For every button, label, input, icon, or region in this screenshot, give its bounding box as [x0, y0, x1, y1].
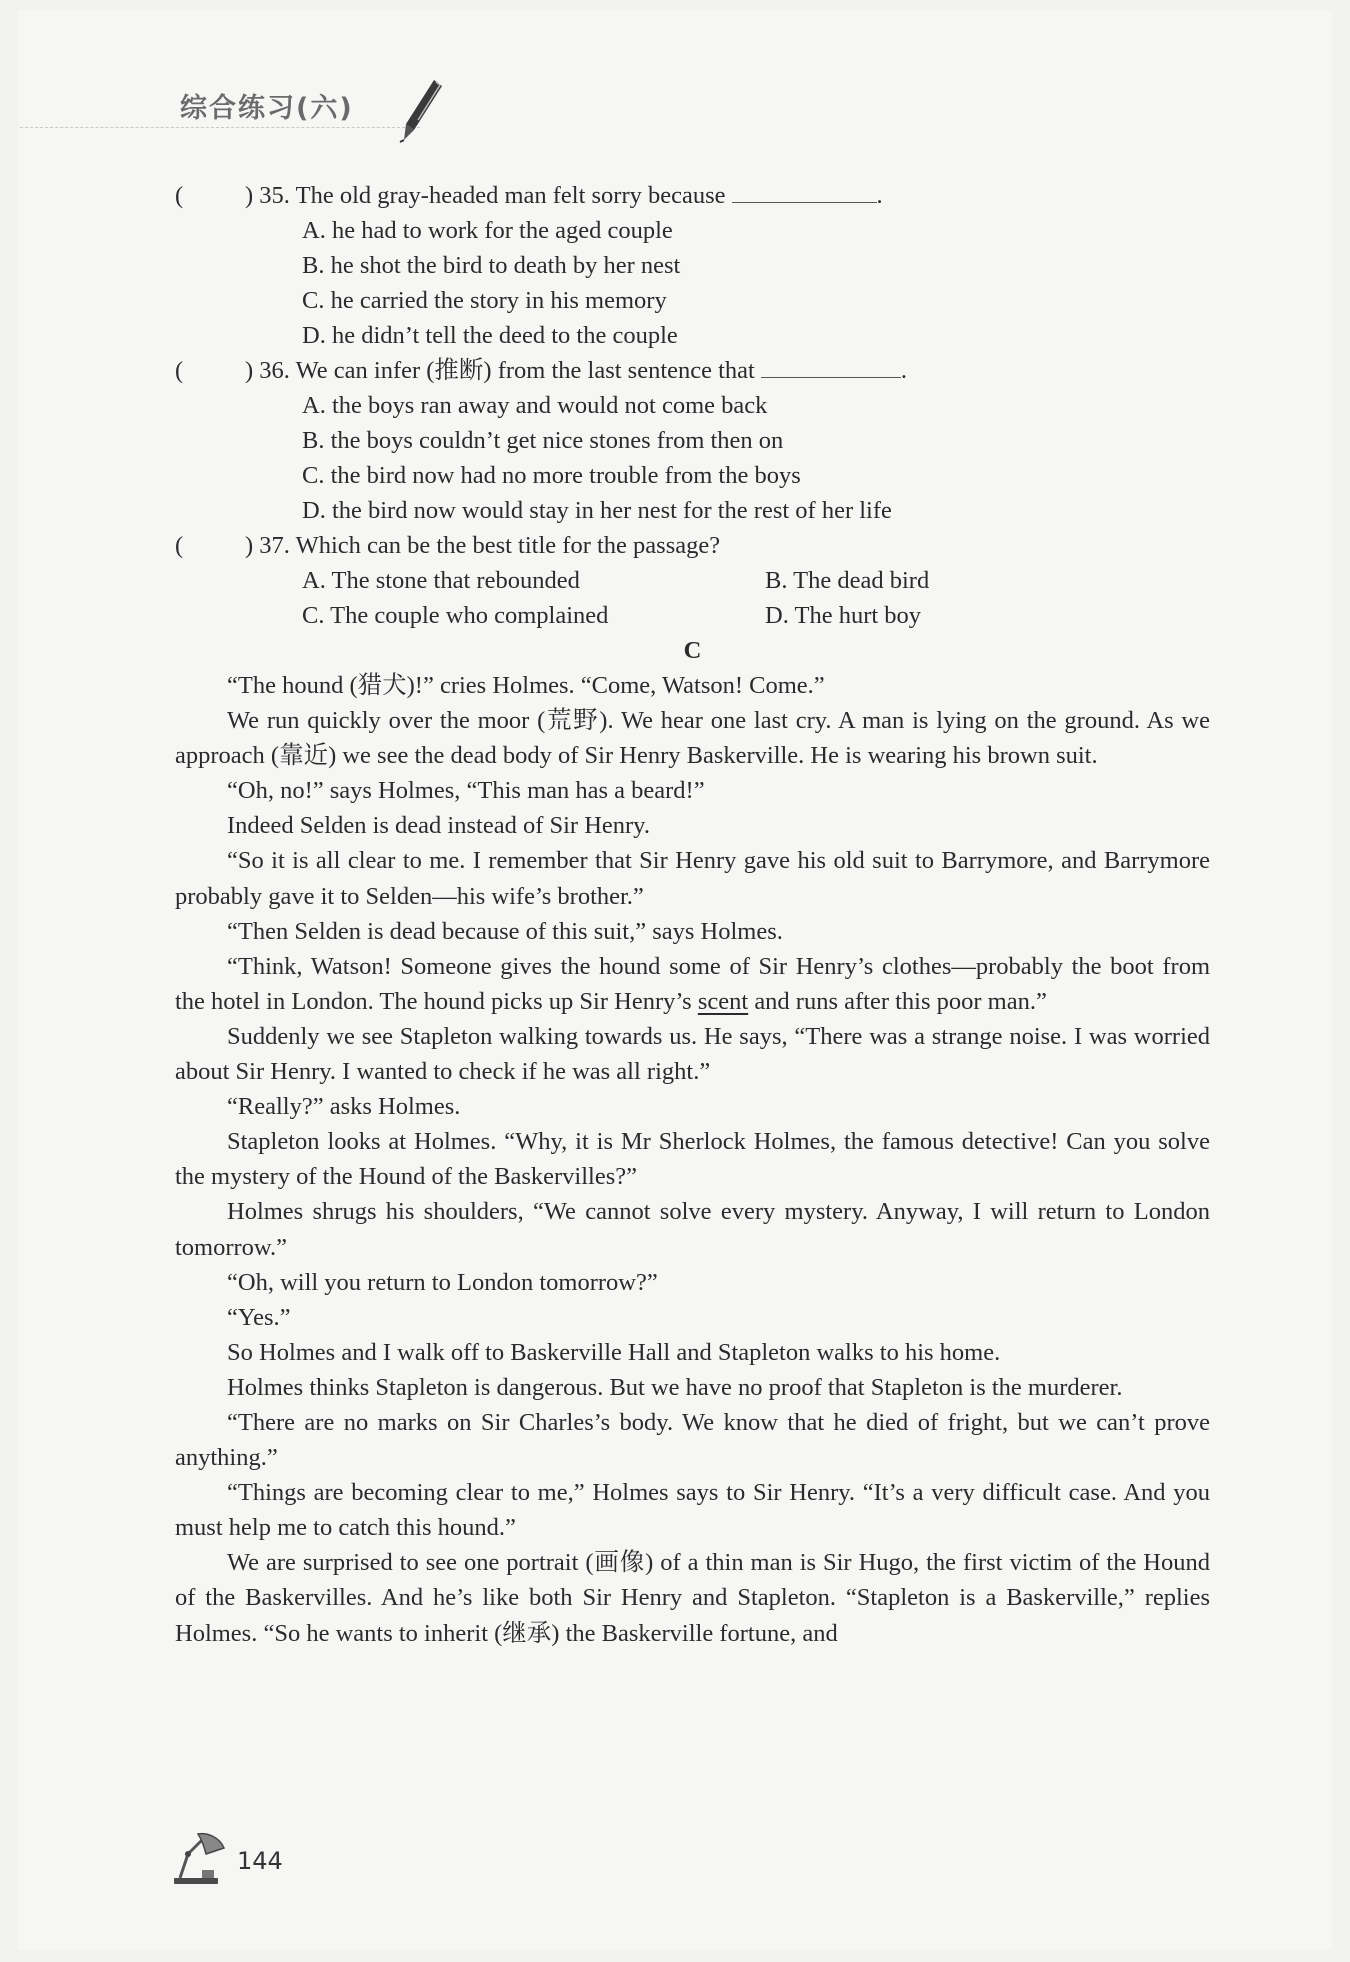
page-number: 144	[237, 1847, 283, 1875]
option: A. the boys ran away and would not come back	[302, 392, 768, 419]
question-stem: We can infer (推断) from the last sentence that	[295, 357, 755, 384]
paragraph	[175, 949, 1210, 1019]
desk-lamp-icon	[172, 1830, 228, 1886]
paragraph: “Then Selden is dead because of this suit,” says Holmes.	[227, 917, 783, 945]
question-stem: The old gray-headed man felt sorry because	[295, 182, 726, 209]
paragraph: “Oh, will you return to London tomorrow?”	[227, 1268, 658, 1296]
paragraph: “Things are becoming clear to me,” Holmes says to Sir Henry. “It’s a very difficult case. And you must help me to catch this hound.”	[175, 1479, 1210, 1542]
question-36	[175, 353, 1210, 388]
option: A. he had to work for the aged couple	[302, 217, 673, 244]
paragraph: Indeed Selden is dead instead of Sir Henry.	[227, 812, 650, 840]
question-37	[175, 528, 1210, 563]
answer-blank[interactable]	[732, 180, 877, 203]
paragraph: “There are no marks on Sir Charles’s body. We know that he died of fright, but we can’t prove anything.”	[175, 1408, 1210, 1472]
question-number: 37.	[259, 532, 290, 559]
question-end: .	[876, 182, 883, 209]
option-row	[175, 563, 1210, 598]
option-row	[175, 598, 1210, 633]
answer-paren-open[interactable]: (	[175, 532, 184, 559]
answer-paren-close: )	[245, 532, 254, 559]
paragraph: Holmes thinks Stapleton is dangerous. But we have no proof that Stapleton is the murderer.	[227, 1373, 1123, 1401]
option: C. he carried the story in his memory	[302, 287, 667, 314]
question-35	[175, 178, 1210, 213]
answer-paren-open[interactable]: (	[175, 182, 184, 209]
option: D. the bird now would stay in her nest for the rest of her life	[302, 497, 892, 524]
paragraph: “Really?” asks Holmes.	[227, 1093, 461, 1121]
paragraph: Stapleton looks at Holmes. “Why, it is Mr Sherlock Holmes, the famous detective! Can you solve the mystery of the Hound of the Baskervilles?”	[175, 1128, 1210, 1191]
option: B. the boys couldn’t get nice stones from then on	[302, 427, 784, 454]
option: C. The couple who complained	[302, 602, 609, 629]
paragraph: Suddenly we see Stapleton walking towards us. He says, “There was a strange noise. I was worried about Sir Henry. I wanted to check if he was all right.”	[175, 1022, 1210, 1086]
answer-blank[interactable]	[761, 355, 901, 378]
pen-icon	[398, 78, 444, 144]
option: C. the bird now had no more trouble from the boys	[302, 462, 801, 489]
question-end: .	[900, 357, 907, 384]
question-number: 36.	[259, 357, 290, 384]
answer-paren-close: )	[245, 357, 254, 384]
paragraph: So Holmes and I walk off to Baskerville Hall and Stapleton walks to his home.	[227, 1338, 1001, 1366]
paragraph-text: and runs after this poor man.”	[754, 987, 1047, 1015]
paragraph-text: “Think, Watson! Someone gives the hound some of Sir Henry’s clothes—probably the boot from the hotel in London. The hound picks up Sir Henry’s	[175, 952, 1210, 1015]
paragraph: “Yes.”	[227, 1303, 291, 1331]
content	[175, 178, 1210, 1651]
underlined-word: scent	[697, 987, 749, 1015]
paragraph: “So it is all clear to me. I remember that Sir Henry gave his old suit to Barrymore, and Barrymore probably gave it to Selden—his wife’s brother.”	[175, 847, 1210, 910]
header-rule	[20, 127, 420, 129]
question-number: 35.	[259, 182, 290, 209]
paragraph: “Oh, no!” says Holmes, “This man has a beard!”	[227, 777, 705, 805]
paragraph: “The hound (猎犬)!” cries Holmes. “Come, Watson! Come.”	[227, 672, 825, 699]
section-heading: C	[683, 637, 702, 664]
option: A. The stone that rebounded	[302, 567, 580, 594]
paragraph: We run quickly over the moor (荒野). We hear one last cry. A man is lying on the ground. As we approach (靠近) we see the dead body of Sir Henry Baskerville. He is wearing his brown suit.	[175, 707, 1210, 770]
option: D. he didn’t tell the deed to the couple	[302, 322, 678, 349]
page-header-title: 综合练习(六)	[180, 93, 354, 124]
answer-paren-open[interactable]: (	[175, 357, 184, 384]
option: D. The hurt boy	[765, 602, 922, 629]
question-stem: Which can be the best title for the passage?	[295, 532, 721, 559]
paragraph: Holmes shrugs his shoulders, “We cannot solve every mystery. Anyway, I will return to London tomorrow.”	[175, 1198, 1210, 1261]
option: B. The dead bird	[765, 567, 930, 594]
option: B. he shot the bird to death by her nest	[302, 252, 681, 279]
answer-paren-close: )	[245, 182, 254, 209]
paragraph: We are surprised to see one portrait (画像) of a thin man is Sir Hugo, the first victim of the Hound of the Baskervilles. And he’s like both Sir Henry and Stapleton. “Stapleton is a Baskerville,” replies Holmes. “So he wants to inherit (继承) the Baskerville fortune, and	[175, 1549, 1210, 1647]
